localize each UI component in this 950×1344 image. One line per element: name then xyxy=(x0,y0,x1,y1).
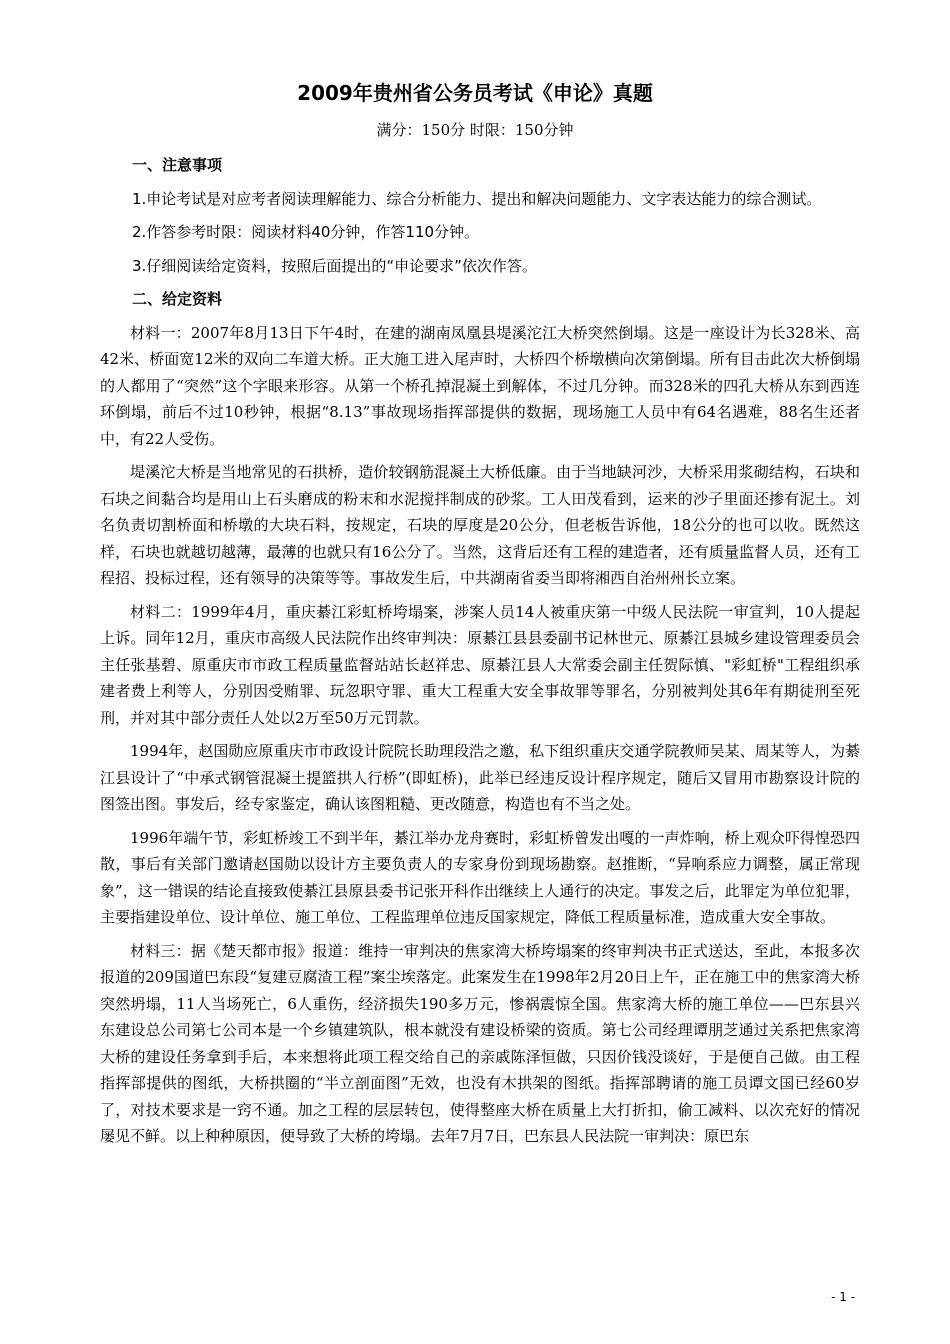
note-item: 3.仔细阅读给定资料，按照后面提出的“申论要求”依次作答。 xyxy=(132,256,537,275)
material-paragraph: 材料三：据《楚天都市报》报道：维持一审判决的焦家湾大桥垮塌案的终审判决书正式送达，至此，本报多次报道的209国道巴东段“复建豆腐渣工程”案尘埃落定。此案发生在1998年2月20日上午，正在施工中的焦家湾大桥突然坍塌，11人当场死亡，6人重伤，经济损失190多万元，惨祸震惊全国。焦家湾大桥的施工单位——巴东县兴东建设总公司第七公司本是一个乡镇建筑队，根本就没有建设桥梁的资质。第七公司经理谭朋芝通过关系把焦家湾大桥的建设任务拿到手后，本来想将此项工程交给自己的亲戚陈泽恒做，只因价钱没谈好，于是便自己做。由工程指挥部提供的图纸，大桥拱圈的“半立剖面图”无效，也没有木拱架的图纸。指挥部聘请的施工员谭文国已经60岁了，对技术要求是一窍不通。加之工程的层层转包，使得整座大桥在质量上大打折扣，偷工减料、以次充好的情况屡见不鲜。以上种种原因，便导致了大桥的垮塌。去年7月7日，巴东县人民法院一审判决：原巴东 xyxy=(100,941,860,1145)
exam-info: 满分：150分 时限：150分钟 xyxy=(376,121,574,139)
section-heading-notes: 一、注意事项 xyxy=(132,156,223,174)
material-paragraph: 材料一：2007年8月13日下午4时，在建的湖南凤凰县堤溪沱江大桥突然倒塌。这是一座设计为长328米、高42米、桥面宽12米的双向二车道大桥。正大施工进入尾声时，大桥四个桥墩横向次第倒塌。所有目击此次大桥倒塌的人都用了“突然”这个字眼来形容。从第一个桥孔掉混凝土到解体，不过几分钟。而328米的四孔大桥从东到西连环倒塌，前后不过10秒钟，根据“8.13”事故现场指挥部提供的数据，现场施工人员中有64名遇难，88名生还者中，有22人受伤。 xyxy=(100,323,860,448)
page-number: - 1 - xyxy=(831,1290,855,1304)
page-title: 2009年贵州省公务员考试《申论》真题 xyxy=(297,81,653,105)
material-paragraph: 材料二：1999年4月，重庆綦江彩虹桥垮塌案，涉案人员14人被重庆第一中级人民法院一审宣判，10人提起上诉。同年12月，重庆市高级人民法院作出终审判决：原綦江县县委副书记林世元、原綦江县城乡建设管理委员会主任张基碧、原重庆市市政工程质量监督站站长赵祥忠、原綦江县人大常委会副主任贺际慎、"彩虹桥"工程组织承建者费上利等人，分别因受贿罪、玩忽职守罪、重大工程重大安全事故罪等罪名，分别被判处其6年有期徒刑至死刑，并对其中部分责任人处以2万至50万元罚款。 xyxy=(100,602,860,727)
material-paragraph: 1994年，赵国勋应原重庆市市政设计院院长助理段浩之邀，私下组织重庆交通学院教师吴某、周某等人，为綦江县设计了“中承式钢管混凝土提篮拱人行桥”(即虹桥)，此举已经违反设计程序规定，随后又冒用市勘察设计院的图签出图。事发后，经专家鉴定，确认该图粗糙、更改随意，构造也有不当之处。 xyxy=(100,742,860,813)
section-heading-materials: 二、给定资料 xyxy=(132,290,223,308)
note-item: 1.申论考试是对应考者阅读理解能力、综合分析能力、提出和解决问题能力、文字表达能力的综合测试。 xyxy=(132,189,822,208)
document-body xyxy=(100,152,860,1157)
note-item: 2.作答参考时限：阅读材料40分钟，作答110分钟。 xyxy=(132,223,480,241)
material-paragraph: 1996年端午节，彩虹桥竣工不到半年，綦江举办龙舟赛时，彩虹桥曾发出嘎的一声炸响，桥上观众吓得惶恐四散，事后有关部门邀请赵国勋以设计方主要负责人的专家身份到现场勘察。赵推断，“异响系应力调整，属正常现象”，这一错误的结论直接致使綦江县原县委书记张开科作出继续上人通行的决定。事发之后，此罪定为单位犯罪，主要指建设单位、设计单位、施工单位、工程监理单位违反国家规定，降低工程质量标准，造成重大安全事故。 xyxy=(100,828,860,926)
material-paragraph: 堤溪沱大桥是当地常见的石拱桥，造价较钢筋混凝土大桥低廉。由于当地缺河沙，大桥采用浆砌结构，石块和石块之间黏合均是用山上石头磨成的粉末和水泥搅拌制成的砂浆。工人田茂看到，运来的沙子里面还掺有泥土。刘名负责切割桥面和桥墩的大块石料，按规定，石块的厚度是20公分，但老板告诉他，18公分的也可以收。既然这样，石块也就越切越薄，最薄的也就只有16公分了。当然，这背后还有工程的建造者，还有质量监督人员，还有工程招、投标过程，还有领导的决策等等。事故发生后，中共湖南省委当即将湘西自治州州长立案。 xyxy=(100,463,860,587)
